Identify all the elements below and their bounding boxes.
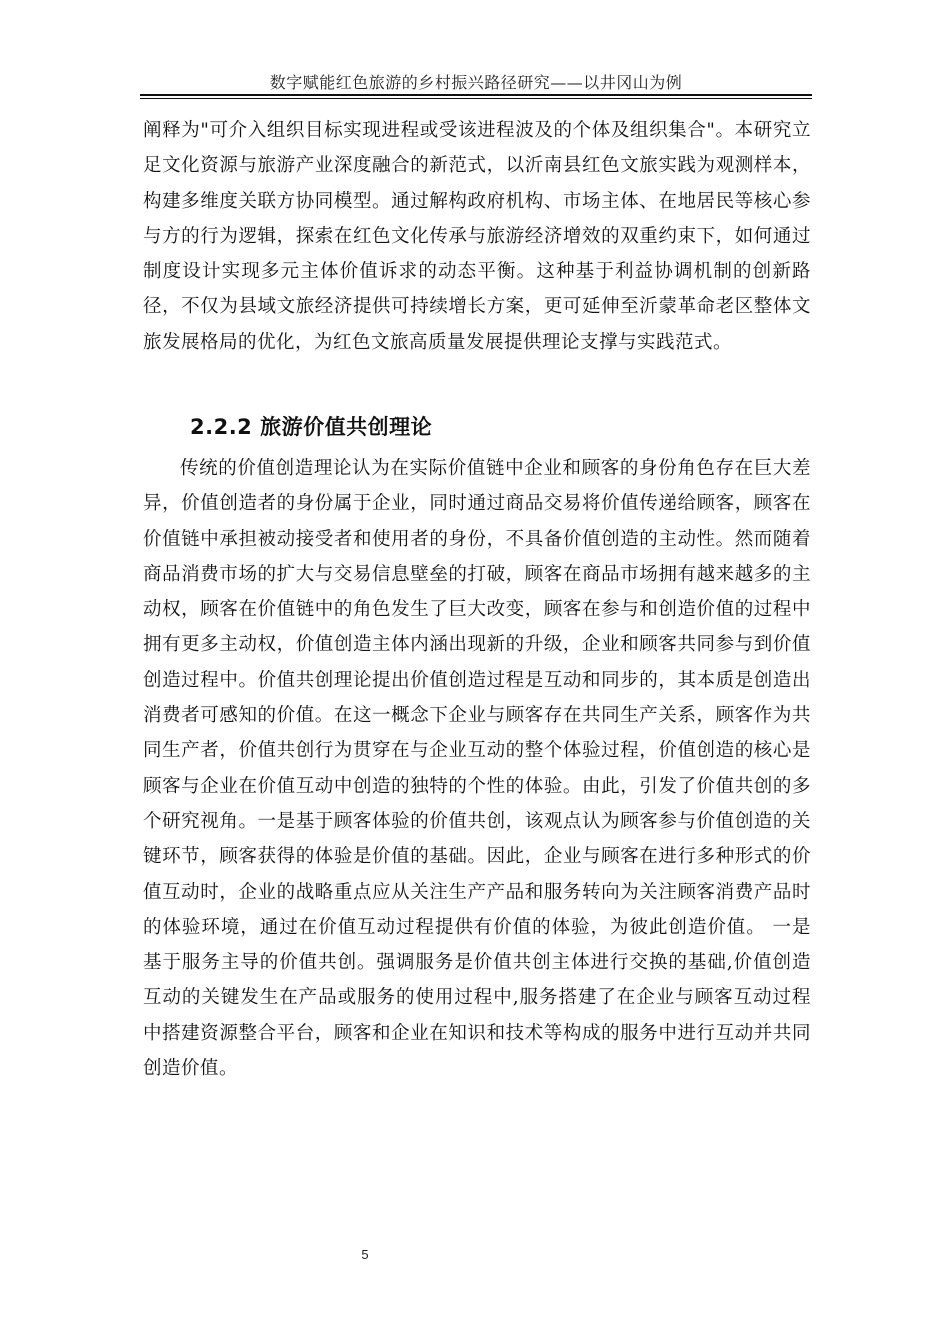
paragraph-section-body: 传统的价值创造理论认为在实际价值链中企业和顾客的身份角色存在巨大差异，价值创造者的身份属于企业，同时通过商品交易将价值传递给顾客，顾客在价值链中承担被动接受者和使用者的身份，不具备价值创造的主动性。然而随着商品消费市场的扩大与交易信息壁垒的打破，顾客在商品市场拥有越来越多的主动权，顾客在价值链中的角色发生了巨大改变，顾客在参与和创造价值的过程中拥有更多主动权，价值创造主体内涵出现新的升级，企业和顾客共同参与到价值创造过程中。价值共创理论提出价值创造过程是互动和同步的，其本质是创造出消费者可感知的价值。在这一概念下企业与顾客存在共同生产关系，顾客作为共同生产者，价值共创行为贯穿在与企业互动的整个体验过程，价值创造的核心是顾客与企业在价值互动中创造的独特的个性的体验。由此，引发了价值共创的多个研究视角。一是基于顾客体验的价值共创，该观点认为顾客参与价值创造的关键环节，顾客获得的体验是价值的基础。因此，企业与顾客在进行多种形式的价值互动时，企业的战略重点应从关注生产产品和服务转向为关注顾客消费产品时的体验环境，通过在价值互动过程提供有价值的体验，为彼此创造价值。 一是基于服务主导的价值共创。强调服务是价值共创主体进行交换的基础,价值创造互动的关键发生在产品或服务的使用过程中,服务搭建了在企业与顾客互动过程中搭建资源整合平台，顾客和企业在知识和技术等构成的服务中进行互动并共同创造价值。 <box>143 458 811 1080</box>
section-heading: 2.2.2 旅游价值共创理论 <box>190 415 433 439</box>
running-header: 数字赋能红色旅游的乡村振兴路径研究——以井冈山为例 <box>269 73 683 92</box>
page-number: 5 <box>361 1247 369 1262</box>
paragraph-continuation: 阐释为"可介入组织目标实现进程或受该进程波及的个体及组织集合"。本研究立足文化资源与旅游产业深度融合的新范式，以沂南县红色文旅实践为观测样本，构建多维度关联方协同模型。通过解构政府机构、市场主体、在地居民等核心参与方的行为逻辑，探索在红色文化传承与旅游经济增效的双重约束下，如何通过制度设计实现多元主体价值诉求的动态平衡。这种基于利益协调机制的创新路径，不仅为县域文旅经济提供可持续增长方案，更可延伸至沂蒙革命老区整体文旅发展格局的优化，为红色文旅高质量发展提供理论支撑与实践范式。 <box>143 120 811 353</box>
header-rule-secondary <box>140 98 812 99</box>
header-rule <box>140 94 812 96</box>
